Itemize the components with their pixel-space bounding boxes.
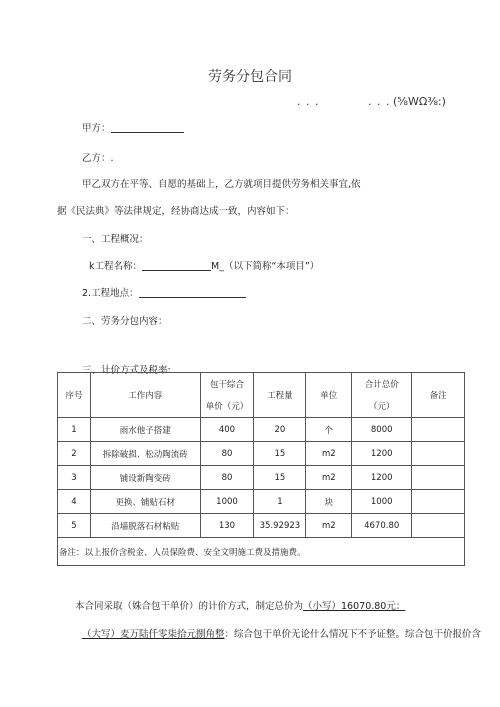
table-header-row (58, 373, 465, 418)
contract-title: 劳务分包合同 (208, 69, 292, 85)
cell-remark (412, 466, 465, 490)
footer-line-2 (82, 626, 481, 640)
project-name-line (89, 258, 319, 272)
cell-total: 1200 (352, 466, 412, 490)
cell-price: 1000 (200, 490, 254, 514)
table-row (58, 418, 465, 442)
cell-content: 雨水他子搭建 (90, 418, 200, 442)
cell-total: 8000 (352, 418, 412, 442)
project-name-blank (142, 260, 211, 271)
header-unit-price-line2: 单价（元） (205, 402, 249, 412)
subline-dots-1: . . . (297, 95, 320, 108)
party-a-label: 甲方： (82, 123, 111, 134)
footer-line-1 (75, 598, 405, 612)
party-b-label: 乙方：. (82, 153, 114, 164)
header-total-line2: （元） (368, 402, 395, 412)
table-note: 备注：以上报价含税金、人员保险费、安全文明施工费及措施费。 (58, 538, 465, 566)
section-3-heading: 三、计价方式及税率: (82, 365, 171, 376)
pricing-method-text: 本合同采取（姝合包干单价）的计价方式，制定总价为 (75, 601, 304, 612)
section-2-heading: 二、劳务分包内容： (82, 316, 168, 327)
table-row (58, 514, 465, 538)
table-note-row (58, 538, 465, 566)
cell-qty: 1 (254, 490, 306, 514)
cell-total: 4670.80 (352, 514, 412, 538)
party-a-line (82, 120, 184, 134)
table-row (58, 466, 465, 490)
cell-price: 80 (200, 466, 254, 490)
cell-remark (412, 514, 465, 538)
project-name-label: k工程名称： (89, 261, 143, 272)
header-unit-price-line1: 包干综合 (209, 380, 244, 390)
header-content: 工作内容 (90, 373, 200, 418)
section-1-heading: 一、工程概况： (82, 234, 149, 245)
cell-content: 拆除破损、松动陶流砖 (90, 442, 200, 466)
header-seq: 序号 (58, 373, 91, 418)
cell-seq: 4 (58, 490, 91, 514)
cell-content: 铺设新陶变砖 (90, 466, 200, 490)
location-label: 2.工程地点： (82, 288, 139, 299)
cell-unit: m2 (306, 466, 352, 490)
cell-unit: 个 (306, 418, 352, 442)
header-total (352, 373, 412, 418)
cell-unit: 块 (306, 490, 352, 514)
table-row (58, 490, 465, 514)
cell-price: 130 (200, 514, 254, 538)
subline-dots-2: . . . (368, 95, 391, 108)
cell-unit: m2 (306, 514, 352, 538)
cell-unit: m2 (306, 442, 352, 466)
total-price-lowercase: （小写）16070.80元： (303, 601, 406, 612)
price-adjustment-text: ：综合包干单价无论什么情况下不予证整。综合包干价报价含 (224, 629, 482, 640)
cell-qty: 35.92923 (254, 514, 306, 538)
cell-seq: 5 (58, 514, 91, 538)
subline-code: (⅝WΩ⅜:) (393, 95, 446, 108)
header-remark: 备注 (412, 373, 465, 418)
table-row (58, 442, 465, 466)
cell-seq: 1 (58, 418, 91, 442)
header-total-line1: 合计总价 (364, 380, 399, 390)
header-unit-price (200, 373, 254, 418)
total-price-uppercase: （大写）麦万陆仟零柒拾元捌角整 (82, 629, 225, 640)
cell-seq: 3 (58, 466, 91, 490)
location-line (82, 285, 246, 299)
cell-remark (412, 418, 465, 442)
header-quantity: 工程量 (254, 373, 306, 418)
project-name-suffix: M_（以下简称“本项目”） (211, 261, 320, 272)
cell-content: 更换、铺贴石材 (90, 490, 200, 514)
cell-qty: 20 (254, 418, 306, 442)
intro-line-2: 据《民法典》等法律规定，经协商达成一致，内容如下： (57, 206, 295, 217)
cell-qty: 15 (254, 442, 306, 466)
cell-price: 400 (200, 418, 254, 442)
cell-total: 1200 (352, 442, 412, 466)
cell-total: 1000 (352, 490, 412, 514)
cell-remark (412, 490, 465, 514)
cell-seq: 2 (58, 442, 91, 466)
pricing-table (57, 372, 465, 566)
cell-price: 80 (200, 442, 254, 466)
header-unit: 单位 (306, 373, 352, 418)
cell-remark (412, 442, 465, 466)
location-blank (139, 287, 246, 298)
cell-qty: 15 (254, 466, 306, 490)
party-a-blank (111, 122, 184, 133)
cell-content: 沿墙脱落石材粘贴 (90, 514, 200, 538)
intro-line-1: 甲乙双方在平等、自愿的基础上，乙方就项目提供劳务相关事宜,依 (82, 179, 361, 190)
